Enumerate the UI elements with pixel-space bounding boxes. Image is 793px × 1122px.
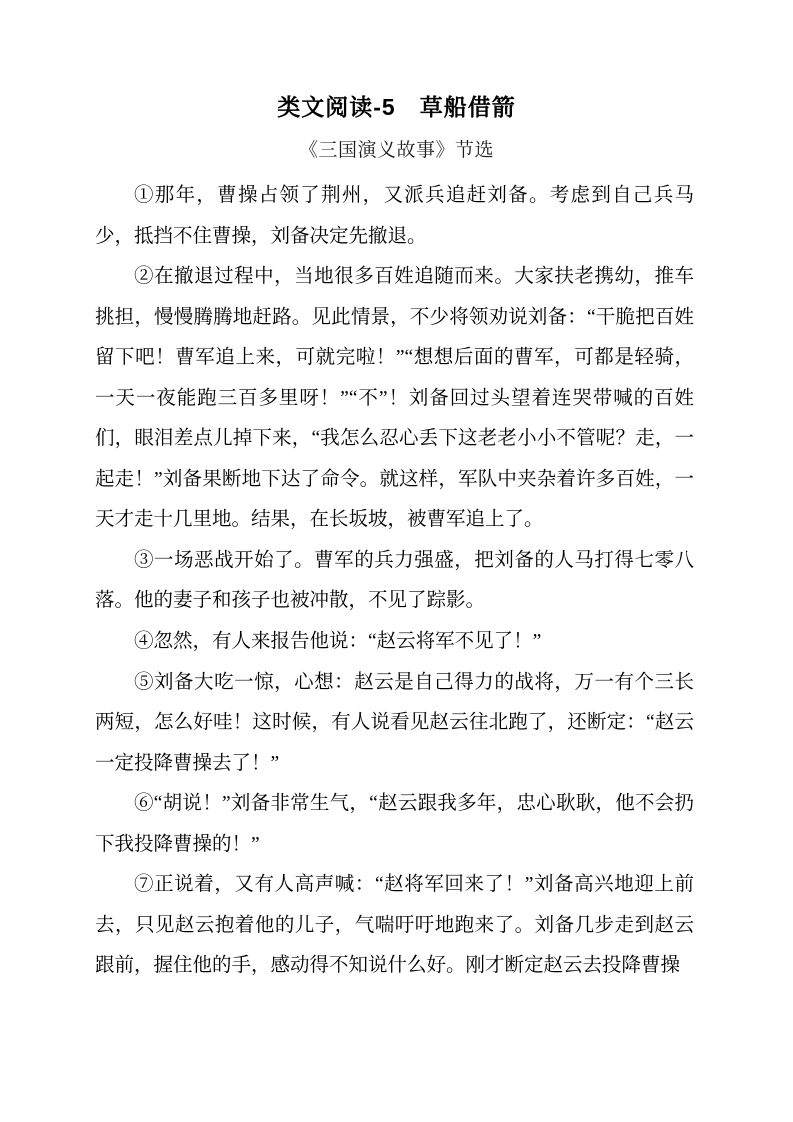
page-subtitle: 《三国演义故事》节选 [298,140,494,161]
paragraph-1: ①那年，曹操占领了荆州，又派兵追赶刘备。考虑到自己兵马少，抵挡不住曹操，刘备决定先撤退。 [95,185,694,247]
article-body [95,176,694,987]
paragraph-3: ③一场恶战开始了。曹军的兵力强盛，把刘备的人马打得七零八落。他的妻子和孩子也被冲散，不见了踪影。 [95,549,694,612]
page-title: 类文阅读-5 草船借箭 [277,94,516,120]
paragraph-2: ②在撤退过程中，当地很多百姓追随而来。大家扶老携幼，推车挑担，慢慢腾腾地赶路。见此情景，不少将领劝说刘备：“干脆把百姓留下吧！曹军追上来，可就完啦！”“想想后面的曹军，可都是轻骑，一天一夜能跑三百多里呀！”“不”！刘备回过头望着连哭带喊的百姓们，眼泪差点儿掉下来，“我怎么忍心丢下这老老小小不管呢？走，一起走！”刘备果断地下达了命令。就这样，军队中夹杂着许多百姓，一天才走十几里地。结果，在长坂坡，被曹军追上了。 [95,266,694,531]
paragraph-4: ④忽然，有人来报告他说：“赵云将军不见了！” [134,631,542,653]
paragraph-7: ⑦正说着，又有人高声喊：“赵将军回来了！”刘备高兴地迎上前去，只见赵云抱着他的儿子，气喘吁吁地跑来了。刘备几步走到赵云跟前，握住他的手，感动得不知说什么好。刚才断定赵云去投降曹操 [95,874,694,977]
paragraph-6: ⑥“胡说！”刘备非常生气，“赵云跟我多年，忠心耿耿，他不会扔下我投降曹操的！” [95,793,694,855]
paragraph-5: ⑤刘备大吃一惊，心想：赵云是自己得力的战将，万一有个三长两短，怎么好哇！这时候，有人说看见赵云往北跑了，还断定：“赵云一定投降曹操去了！” [95,671,694,774]
